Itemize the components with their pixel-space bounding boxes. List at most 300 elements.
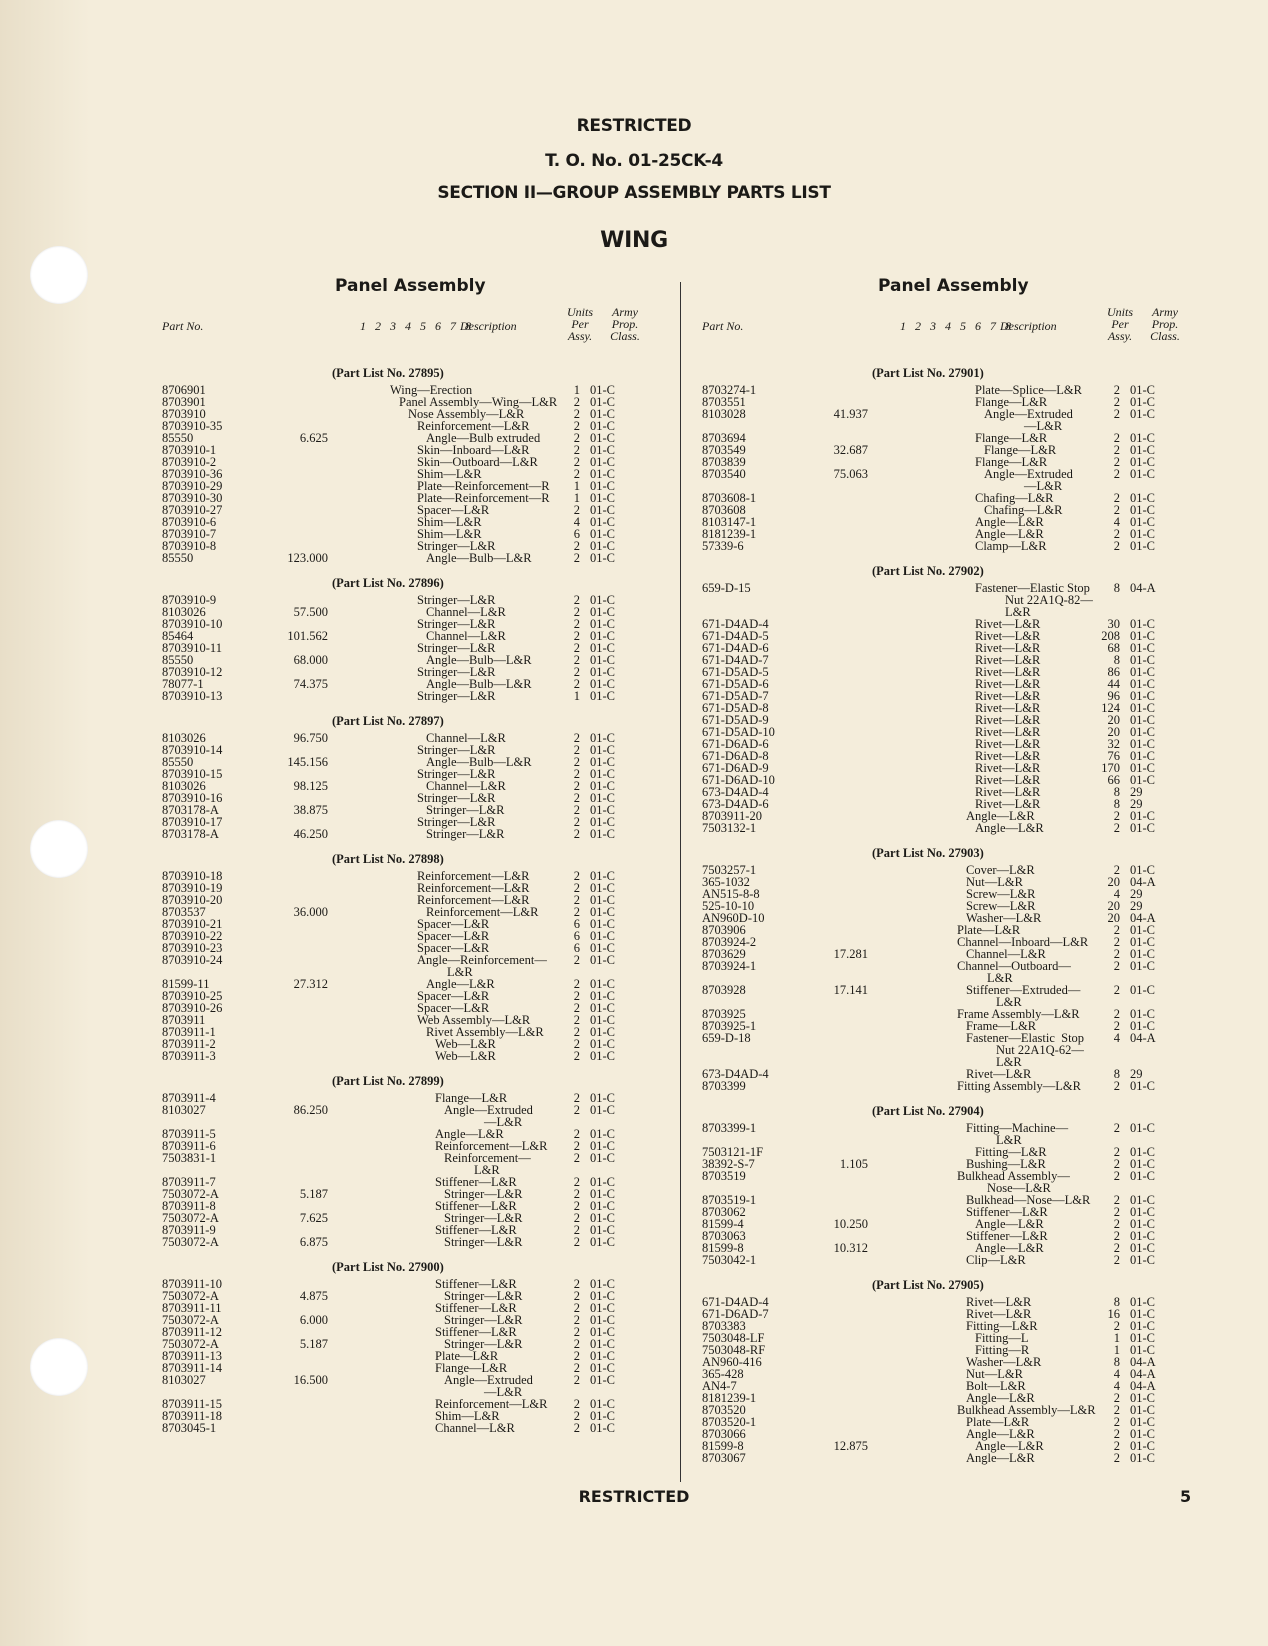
table-row [160, 642, 660, 654]
table-row [700, 1368, 1200, 1380]
army-prop-class: 01-C [1130, 923, 1155, 937]
part-number: AN960D-10 [702, 911, 765, 925]
table-row [700, 1308, 1200, 1320]
part-list-number: (Part List No. 27905) [872, 1278, 984, 1292]
army-prop-class: 01-C [590, 617, 615, 631]
description: Channel—L&R [426, 779, 506, 793]
army-prop-class: 01-C [590, 1337, 615, 1351]
army-prop-class: 01-C [590, 881, 615, 895]
description: Angle—L&R [966, 1391, 1035, 1405]
table-row [700, 1356, 1200, 1368]
part-number: 671-D6AD-8 [702, 749, 769, 763]
description-continuation: L&R [996, 1133, 1022, 1147]
description: Angle—Extruded [984, 407, 1073, 421]
description: Angle—L&R [975, 821, 1044, 835]
description: Fitting—R [975, 1343, 1030, 1357]
army-prop-class: 01-C [590, 527, 615, 541]
units-per-assy: 2 [1113, 923, 1120, 937]
description: Rivet—L&R [975, 785, 1041, 799]
part-list-number: (Part List No. 27901) [872, 366, 984, 380]
description: Plate—L&R [435, 1349, 499, 1363]
army-prop-class: 01-C [590, 803, 615, 817]
part-number: 7503831-1 [162, 1151, 217, 1165]
army-prop-class: 01-C [1130, 527, 1155, 541]
units-per-assy: 2 [573, 1349, 580, 1363]
description: Rivet—L&R [975, 617, 1041, 631]
part-number: 8703910-25 [162, 989, 223, 1003]
part-list-group [160, 572, 660, 702]
part-list-group [160, 848, 660, 1062]
army-prop-class: 01-C [1130, 1295, 1155, 1309]
binder-hole-middle [30, 820, 88, 878]
table-row [160, 1014, 660, 1026]
table-row [700, 774, 1200, 786]
units-per-assy: 30 [1107, 617, 1120, 631]
table-row [700, 1320, 1200, 1332]
army-prop-class: 01-C [1130, 1331, 1155, 1345]
army-prop-class: 01-C [590, 815, 615, 829]
part-list-number: (Part List No. 27900) [332, 1260, 444, 1274]
cut-length: 4.875 [299, 1289, 328, 1303]
army-prop-class: 01-C [1130, 821, 1155, 835]
units-per-assy: 4 [1113, 887, 1120, 901]
part-number: 8703399 [702, 1079, 746, 1093]
description: Spacer—L&R [417, 917, 490, 931]
table-row [160, 792, 660, 804]
table-row-continuation [160, 1116, 660, 1128]
description: Bulkhead Assembly—L&R [957, 1403, 1096, 1417]
part-list-number: (Part List No. 27903) [872, 846, 984, 860]
units-per-assy: 1 [573, 689, 580, 703]
units-per-assy: 2 [573, 1325, 580, 1339]
table-row [160, 444, 660, 456]
army-prop-class: 01-C [1130, 491, 1155, 505]
table-row [700, 1068, 1200, 1080]
army-prop-class: 01-C [1130, 1391, 1155, 1405]
part-number: 85464 [162, 629, 194, 643]
army-prop-class: 01-C [1130, 617, 1155, 631]
table-row [700, 738, 1200, 750]
security-marking-top: RESTRICTED [576, 116, 692, 136]
table-row-continuation [700, 480, 1200, 492]
units-per-assy: 2 [1113, 1007, 1120, 1021]
army-prop-class: 01-C [590, 1091, 615, 1105]
part-number: 38392-S-7 [702, 1157, 755, 1171]
part-number: 671-D5AD-9 [702, 713, 769, 727]
binder-hole-bottom [30, 1338, 88, 1396]
description-continuation: Nut 22A1Q-82— [1005, 593, 1093, 607]
description: Stringer—L&R [444, 1187, 523, 1201]
description: Fastener—Elastic Stop [966, 1031, 1085, 1045]
part-number: 8703839 [702, 455, 746, 469]
units-per-assy: 2 [573, 1175, 580, 1189]
units-per-assy: 2 [573, 881, 580, 895]
units-per-assy: 1 [573, 479, 580, 493]
army-prop-class: 01-C [1130, 689, 1155, 703]
description: Channel—L&R [435, 1421, 515, 1435]
army-prop-class: 01-C [590, 443, 615, 457]
description: Stiffener—L&R [966, 1229, 1048, 1243]
description: Fitting Assembly—L&R [957, 1079, 1081, 1093]
army-prop-class: 01-C [590, 1187, 615, 1201]
table-row [160, 432, 660, 444]
part-number: 8703383 [702, 1319, 746, 1333]
units-per-assy: 2 [1113, 503, 1120, 517]
description: Reinforcement—L&R [417, 419, 530, 433]
part-number: 8103027 [162, 1103, 206, 1117]
part-number: 81599-8 [702, 1241, 744, 1255]
units-per-assy: 2 [573, 605, 580, 619]
army-prop-class: 01-C [590, 1151, 615, 1165]
column-headers [700, 306, 1200, 350]
part-number: 8703178-A [162, 827, 219, 841]
units-per-assy: 6 [573, 917, 580, 931]
units-per-assy: 2 [573, 1289, 580, 1303]
units-per-assy: 6 [573, 929, 580, 943]
part-number: 8703910-11 [162, 641, 222, 655]
part-number: 673-D4AD-4 [702, 1067, 769, 1081]
description: Plate—L&R [966, 1415, 1030, 1429]
units-per-assy: 1 [1113, 1331, 1120, 1345]
units-per-assy: 2 [573, 791, 580, 805]
units-per-assy: 2 [573, 1421, 580, 1435]
units-per-assy: 2 [573, 1199, 580, 1213]
units-per-assy: 2 [573, 1373, 580, 1387]
part-number: 671-D4AD-6 [702, 641, 769, 655]
table-row [160, 456, 660, 468]
table-row [160, 954, 660, 966]
units-per-assy: 2 [573, 617, 580, 631]
army-prop-class: 01-C [590, 1175, 615, 1189]
description: Shim—L&R [417, 527, 482, 541]
table-row [700, 948, 1200, 960]
units-per-assy: 2 [1113, 863, 1120, 877]
table-row [700, 504, 1200, 516]
table-row [160, 618, 660, 630]
cut-length: 16.500 [293, 1373, 328, 1387]
description: Spacer—L&R [417, 929, 490, 943]
description: Stringer—L&R [444, 1289, 523, 1303]
description: Rivet—L&R [975, 629, 1041, 643]
part-number: 8703910-17 [162, 815, 223, 829]
units-per-assy: 2 [573, 1397, 580, 1411]
table-row [160, 1236, 660, 1248]
table-row [700, 702, 1200, 714]
description: Angle—Extruded [444, 1373, 533, 1387]
description: Angle—L&R [966, 809, 1035, 823]
part-number: 8703910-12 [162, 665, 223, 679]
description: Wing—Erection [390, 383, 473, 397]
table-row [700, 1380, 1200, 1392]
part-number: 7503257-1 [702, 863, 757, 877]
part-number: 8703910-26 [162, 1001, 223, 1015]
table-row [160, 978, 660, 990]
table-row [160, 828, 660, 840]
army-prop-class: 01-C [590, 1037, 615, 1051]
table-row [160, 1026, 660, 1038]
units-per-assy: 2 [1113, 491, 1120, 505]
table-row [160, 1200, 660, 1212]
table-row [160, 990, 660, 1002]
army-prop-class: 01-C [1130, 701, 1155, 715]
cut-length: 98.125 [293, 779, 328, 793]
description: Channel—L&R [426, 605, 506, 619]
army-prop-class: 01-C [590, 917, 615, 931]
part-number: 8181239-1 [702, 527, 757, 541]
units-per-assy: 2 [1113, 935, 1120, 949]
table-row [160, 1152, 660, 1164]
description: Angle—Bulb—L&R [426, 755, 532, 769]
description: Stringer—L&R [417, 767, 496, 781]
army-prop-class: 04-A [1130, 1367, 1156, 1381]
units-per-assy: 96 [1107, 689, 1120, 703]
units-per-assy: 2 [1113, 1319, 1120, 1333]
table-row [160, 1128, 660, 1140]
units-per-assy: 2 [573, 1151, 580, 1165]
table-row [700, 900, 1200, 912]
units-per-assy: 2 [1113, 1157, 1120, 1171]
description: Spacer—L&R [417, 503, 490, 517]
cut-length: 41.937 [833, 407, 868, 421]
part-number: 8103028 [702, 407, 746, 421]
description: Rivet—L&R [975, 689, 1041, 703]
table-row [700, 516, 1200, 528]
army-prop-class: 01-C [590, 551, 615, 565]
table-row [700, 1146, 1200, 1158]
table-row [700, 1344, 1200, 1356]
part-number: 8703045-1 [162, 1421, 217, 1435]
description: Rivet—L&R [975, 713, 1041, 727]
description: Channel—L&R [426, 731, 506, 745]
units-per-assy: 2 [573, 1025, 580, 1039]
description-continuation: Nut 22A1Q-62— [996, 1043, 1084, 1057]
table-row [700, 1230, 1200, 1242]
table-row [700, 1392, 1200, 1404]
units-per-assy: 86 [1107, 665, 1120, 679]
description: Cover—L&R [966, 863, 1035, 877]
units-per-assy: 2 [1113, 1229, 1120, 1243]
part-number: 671-D5AD-7 [702, 689, 769, 703]
cut-length: 101.562 [287, 629, 328, 643]
army-prop-class: 01-C [590, 665, 615, 679]
army-prop-class: 29 [1130, 899, 1143, 913]
part-number: 8703910-35 [162, 419, 223, 433]
description: Angle—L&R [975, 1241, 1044, 1255]
units-per-assy: 20 [1107, 911, 1120, 925]
part-number: 8703924-2 [702, 935, 757, 949]
description: Stringer—L&R [417, 665, 496, 679]
part-number: 8703910-21 [162, 917, 223, 931]
description-continuation: —L&R [484, 1115, 523, 1129]
table-row [700, 1404, 1200, 1416]
units-per-assy: 2 [1113, 1169, 1120, 1183]
cut-length: 1.105 [839, 1157, 868, 1171]
army-prop-class: 01-C [1130, 1427, 1155, 1441]
parts-list [160, 362, 660, 1442]
army-prop-class: 01-C [590, 1301, 615, 1315]
units-per-assy: 2 [573, 677, 580, 691]
units-per-assy: 2 [573, 1235, 580, 1249]
table-row [700, 888, 1200, 900]
army-prop-class: 01-C [1130, 773, 1155, 787]
army-prop-class: 01-C [1130, 383, 1155, 397]
description: Reinforcement—L&R [417, 881, 530, 895]
units-per-assy: 2 [1113, 1193, 1120, 1207]
army-prop-class: 01-C [590, 629, 615, 643]
army-prop-class: 01-C [1130, 1193, 1155, 1207]
description: Flange—L&R [435, 1361, 508, 1375]
part-number: 85550 [162, 755, 194, 769]
army-prop-class: 01-C [1130, 749, 1155, 763]
part-number: 8703910-16 [162, 791, 223, 805]
panel-title: Panel Assembly [878, 276, 1029, 296]
description: Stiffener—Extruded— [966, 983, 1081, 997]
part-list-group [700, 1100, 1200, 1266]
units-per-assy: 2 [1113, 1391, 1120, 1405]
table-row [700, 1452, 1200, 1464]
cut-length: 32.687 [833, 443, 868, 457]
units-per-assy: 2 [573, 443, 580, 457]
part-list-group [700, 362, 1200, 552]
part-number: 8703911-20 [702, 809, 762, 823]
table-row [700, 810, 1200, 822]
units-per-assy: 2 [573, 1301, 580, 1315]
part-number: 671-D6AD-6 [702, 737, 769, 751]
army-prop-class: 01-C [1130, 443, 1155, 457]
army-prop-class: 01-C [590, 1349, 615, 1363]
units-per-assy: 208 [1101, 629, 1120, 643]
part-number: 8703629 [702, 947, 746, 961]
part-number: 8703399-1 [702, 1121, 757, 1135]
army-prop-class: 01-C [590, 395, 615, 409]
description: Plate—L&R [957, 923, 1021, 937]
units-per-assy: 2 [573, 1361, 580, 1375]
description: Bolt—L&R [966, 1379, 1026, 1393]
army-prop-class: 01-C [1130, 1439, 1155, 1453]
table-row [160, 480, 660, 492]
description: Reinforcement—L&R [417, 893, 530, 907]
army-prop-class: 01-C [1130, 1229, 1155, 1243]
army-prop-class: 01-C [590, 1103, 615, 1117]
table-row [700, 924, 1200, 936]
description: Stiffener—L&R [435, 1199, 517, 1213]
page-number: 5 [1180, 1487, 1192, 1506]
units-per-assy: 6 [573, 941, 580, 955]
army-prop-class: 01-C [1130, 455, 1155, 469]
army-prop-class: 01-C [590, 989, 615, 1003]
units-per-assy: 16 [1107, 1307, 1120, 1321]
units-per-assy: 2 [1113, 983, 1120, 997]
description-continuation: L&R [447, 965, 473, 979]
part-number: 365-1032 [702, 875, 750, 889]
army-prop-class: 01-C [590, 977, 615, 991]
table-row [160, 1362, 660, 1374]
table-row [160, 1398, 660, 1410]
description: Reinforcement—L&R [417, 869, 530, 883]
part-number: 85550 [162, 431, 194, 445]
table-row [700, 798, 1200, 810]
units-per-assy: 2 [1113, 455, 1120, 469]
army-prop-class: 01-C [590, 1139, 615, 1153]
army-prop-class: 01-C [1130, 737, 1155, 751]
description: Stringer—L&R [417, 743, 496, 757]
part-number: 8703901 [162, 395, 206, 409]
description: Fitting—L [975, 1331, 1029, 1345]
army-prop-class: 04-A [1130, 911, 1156, 925]
part-number: 85550 [162, 551, 194, 565]
cut-length: 36.000 [293, 905, 328, 919]
army-prop-class: 01-C [590, 1421, 615, 1435]
description: Fastener—Elastic Stop [975, 581, 1090, 595]
units-per-assy: 2 [573, 1187, 580, 1201]
part-list-number: (Part List No. 27899) [332, 1074, 444, 1088]
part-number: 7503072-A [162, 1313, 219, 1327]
table-row [700, 1416, 1200, 1428]
units-per-assy: 8 [1113, 797, 1120, 811]
header-description: Description [460, 319, 517, 333]
header-army-prop-class: Army Prop. Class. [610, 305, 640, 343]
table-row-continuation [160, 1164, 660, 1176]
part-number: 8703924-1 [702, 959, 757, 973]
cut-length: 145.156 [287, 755, 328, 769]
description: Angle—Bulb—L&R [426, 653, 532, 667]
cut-length: 5.187 [299, 1337, 328, 1351]
table-row [160, 1038, 660, 1050]
description: Stiffener—L&R [435, 1325, 517, 1339]
description: Stiffener—L&R [966, 1205, 1048, 1219]
army-prop-class: 01-C [590, 767, 615, 781]
table-row [160, 1092, 660, 1104]
description: Frame—L&R [966, 1019, 1037, 1033]
part-number: 8703694 [702, 431, 746, 445]
table-row [160, 1314, 660, 1326]
cut-length: 68.000 [293, 653, 328, 667]
part-number: 8703911-5 [162, 1127, 216, 1141]
table-row [160, 690, 660, 702]
army-prop-class: 04-A [1130, 875, 1156, 889]
units-per-assy: 4 [1113, 1031, 1120, 1045]
units-per-assy: 8 [1113, 581, 1120, 595]
description: Channel—Inboard—L&R [957, 935, 1089, 949]
table-row [160, 408, 660, 420]
units-per-assy: 2 [573, 893, 580, 907]
part-number: 85550 [162, 653, 194, 667]
table-row [160, 1410, 660, 1422]
table-row [160, 540, 660, 552]
description: Nut—L&R [966, 875, 1023, 889]
table-row [160, 1350, 660, 1362]
description: Stringer—L&R [426, 803, 505, 817]
cut-length: 123.000 [287, 551, 328, 565]
part-number: 81599-11 [162, 977, 210, 991]
cut-length: 5.187 [299, 1187, 328, 1201]
army-prop-class: 29 [1130, 785, 1143, 799]
units-per-assy: 68 [1107, 641, 1120, 655]
army-prop-class: 01-C [1130, 641, 1155, 655]
units-per-assy: 2 [573, 743, 580, 757]
part-number: 81599-8 [702, 1439, 744, 1453]
description: Skin—Outboard—L&R [417, 455, 538, 469]
army-prop-class: 01-C [1130, 407, 1155, 421]
units-per-assy: 4 [573, 515, 580, 529]
description: Spacer—L&R [417, 1001, 490, 1015]
description: Angle—Bulb extruded [426, 431, 541, 445]
army-prop-class: 01-C [590, 383, 615, 397]
part-number: 8703910-23 [162, 941, 223, 955]
army-prop-class: 01-C [590, 1361, 615, 1375]
army-prop-class: 01-C [590, 731, 615, 745]
army-prop-class: 01-C [1130, 1307, 1155, 1321]
